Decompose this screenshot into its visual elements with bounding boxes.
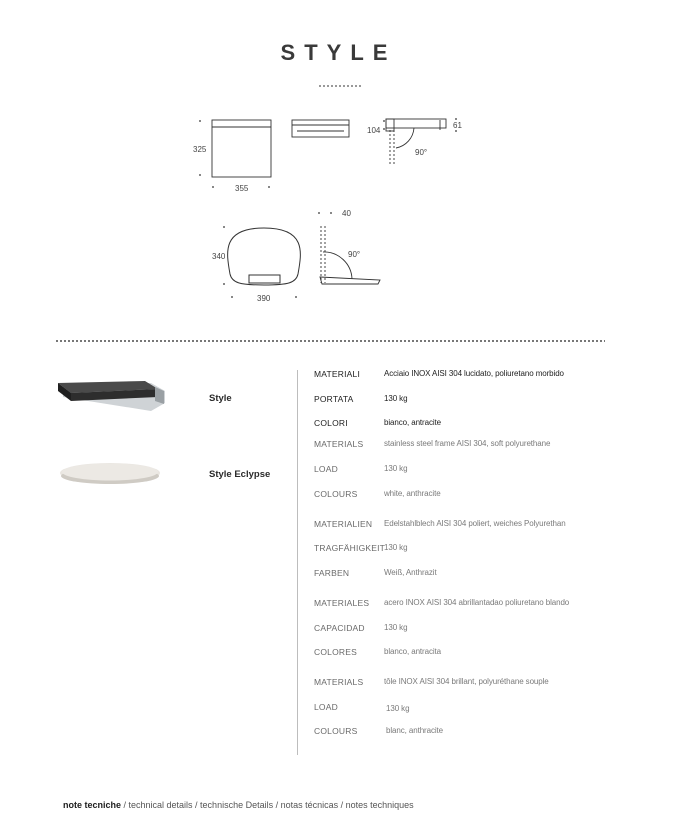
product-name-style-eclypse: Style Eclypse (209, 469, 271, 480)
technical-drawings (0, 0, 677, 330)
spec-key-it-colours: COLORI (314, 418, 348, 428)
spec-value-fr-materials: tôle INOX AISI 304 brillant, polyuréthane souple (384, 677, 549, 686)
spec-value-de-load: 130 kg (384, 543, 408, 552)
style-side-view (386, 119, 446, 166)
product-name-style: Style (209, 393, 232, 404)
section-divider (55, 340, 605, 342)
style-top-view (212, 120, 271, 177)
spec-key-it-load: PORTATA (314, 394, 354, 404)
style-height-label: 104 (367, 126, 381, 135)
footer-technical-notes (63, 800, 414, 810)
spec-value-fr-colours: blanc, anthracite (386, 726, 444, 735)
eclypse-depth-label: 340 (212, 252, 226, 261)
spec-key-en-materials: MATERIALS (314, 439, 364, 449)
eclypse-width-label: 390 (257, 294, 271, 303)
spec-value-en-load: 130 kg (384, 464, 408, 473)
spec-key-en-colours: COLOURS (314, 489, 358, 499)
spec-value-en-materials: stainless steel frame AISI 304, soft polyurethane (384, 439, 551, 448)
spec-value-en-colours: white, anthracite (384, 489, 441, 498)
spec-key-it-materials: MATERIALI (314, 369, 361, 379)
style-depth-label: 325 (193, 145, 207, 154)
spec-value-es-materials: acero INOX AISI 304 abrillantadao poliuretano blando (384, 598, 570, 607)
spec-key-de-load: TRAGFÄHIGKEIT (314, 543, 386, 553)
spec-key-de-colours: FARBEN (314, 568, 350, 578)
spec-key-fr-colours: COLOURS (314, 726, 358, 736)
style-eclypse-product-image (58, 458, 163, 488)
spec-key-fr-materials: MATERIALS (314, 677, 364, 687)
page-title: STYLE (280, 40, 397, 65)
eclypse-thickness-label: 40 (342, 209, 351, 218)
style-product-image (55, 375, 170, 415)
spec-key-es-load: CAPACIDAD (314, 623, 365, 633)
spec-value-fr-load: 130 kg (386, 704, 410, 713)
style-angle-label: 90° (415, 148, 428, 157)
footer-translations: / technical details / technische Details / notas técnicas / notes techniques (121, 800, 414, 810)
spec-value-it-colours: bianco, antracite (384, 418, 442, 427)
spec-key-de-materials: MATERIALIEN (314, 519, 373, 529)
style-thickness-label: 61 (453, 121, 462, 130)
spec-value-de-colours: Weiß, Anthrazit (384, 568, 437, 577)
spec-key-fr-load: LOAD (314, 702, 338, 712)
spec-value-es-colours: blanco, antracita (384, 647, 442, 656)
footer-title: note tecniche (63, 800, 122, 810)
spec-value-it-materials: Acciaio INOX AISI 304 lucidato, poliuretano morbido (384, 369, 564, 378)
eclypse-angle-label: 90° (348, 250, 361, 259)
spec-key-es-materials: MATERIALES (314, 598, 370, 608)
eclypse-top-view (228, 228, 301, 285)
spec-divider-line (297, 370, 298, 755)
style-width-label: 355 (235, 184, 249, 193)
spec-value-es-load: 130 kg (384, 623, 408, 632)
spec-value-it-load: 130 kg (384, 394, 408, 403)
style-front-view (292, 120, 349, 137)
spec-value-de-materials: Edelstahlblech AISI 304 poliert, weiches Polyurethan (384, 519, 566, 528)
spec-key-es-colours: COLORES (314, 647, 357, 657)
style-dimension-arrows (199, 120, 270, 188)
spec-key-en-load: LOAD (314, 464, 338, 474)
